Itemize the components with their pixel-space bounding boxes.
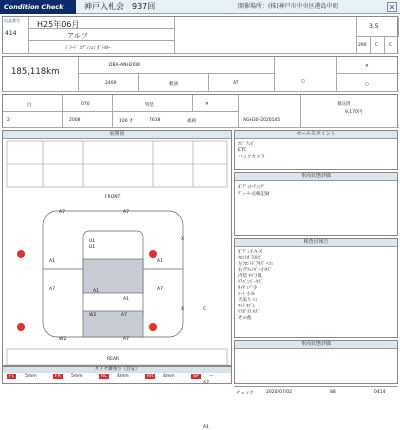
row4-b: 7638: [149, 118, 161, 123]
damage-mark: X: [181, 307, 185, 312]
first-registration: H25年06月: [37, 20, 80, 29]
spec-mark-1: ○: [301, 79, 305, 84]
close-icon[interactable]: ✕: [388, 3, 396, 12]
tire-table: [2, 366, 232, 384]
place: 福岡: [187, 119, 196, 124]
condition-notes-title: 車両状態評価: [235, 173, 397, 181]
condition-note: ﾃﾞｨｰﾗｰ点検記録: [238, 192, 270, 197]
extra-title: 車両状態評価: [235, 341, 397, 349]
inspector-item: 天張り ｼﾐ: [238, 298, 258, 303]
damage-mark: A1: [157, 259, 163, 264]
check-label: チェック: [236, 391, 254, 396]
car-name: アルフ: [67, 32, 88, 40]
inspector-item: ｼｰﾄ 小ｽﾚ: [238, 292, 256, 297]
tire-value: 5mm: [25, 374, 37, 379]
inspector-item: ﾀｲﾔ ﾐｿﾞ少: [238, 286, 258, 291]
tire-table-title: タイヤ溝残り（目安）: [3, 367, 231, 373]
tire-label: SP: [193, 374, 199, 379]
page-number: 0414: [374, 390, 386, 395]
tire-value: 4mm: [117, 374, 129, 379]
damage-mark: A1: [93, 289, 99, 294]
inspector-number: 88: [330, 390, 336, 395]
damage-mark: A7: [59, 210, 65, 215]
damage-mark: C: [203, 307, 207, 312]
footer: [234, 386, 398, 398]
damage-mark: A7: [203, 381, 209, 386]
displacement: 2400: [105, 81, 117, 86]
sub-score-1: 290: [358, 43, 367, 48]
damage-mark: A7: [121, 313, 127, 318]
tire-value: 4mm: [163, 374, 175, 379]
damage-mark: U1: [89, 245, 96, 250]
sub-score-2: C: [375, 43, 379, 48]
condition-check-tab[interactable]: Condition Check: [0, 0, 76, 14]
car-outline: [3, 139, 231, 367]
grade: ｼﾞﾗｰﾄﾞ ｴﾃﾞｨｼｮﾝ ﾎﾟﾄﾙｶｰ: [65, 46, 111, 51]
basic-info-section: 出品番号 414 H25年06月 アルフ ｼﾞﾗｰﾄﾞ ｴﾃﾞｨｼｮﾝ ﾎﾟﾄﾙｶｰ 3.5 290 C C: [2, 16, 398, 54]
mileage: 185,118km: [11, 67, 60, 77]
damage-mark: A1: [49, 259, 55, 264]
specs-section: [2, 56, 398, 92]
inspector-item: 左ﾌﾛﾝﾄﾄﾞｱｷｽﾞ ﾍｺﾐ: [238, 262, 274, 267]
inspector-item: その他: [238, 316, 252, 321]
equipment-mark: ✕: [205, 102, 209, 107]
damage-mark: A7: [157, 287, 163, 292]
recycle-status: 預託済: [337, 102, 351, 107]
inspector-item: ﾘｱﾊﾞﾝﾊﾟｰｷｽﾞ: [238, 280, 263, 285]
front-label: FRONT: [105, 195, 121, 200]
tire-value: 5mm: [71, 374, 83, 379]
tire-label: FR: [55, 374, 61, 379]
door-count: 2: [7, 118, 10, 123]
row4-a: 100 才: [119, 119, 134, 124]
inspector-item: ﾘｱｶﾞﾗｽ ｷｽﾞ: [238, 310, 260, 315]
inspector-report-panel: [234, 238, 398, 338]
inspector-item: ﾌﾛﾝﾄｶﾞﾗｽﾋﾋﾞ: [238, 256, 263, 261]
spec-mark-2: ✕: [365, 64, 369, 69]
damage-mark: W2: [59, 337, 67, 342]
damage-mark: A1: [203, 425, 209, 430]
color-number: 070: [81, 102, 90, 107]
chassis-number: AGH30-2020145: [243, 118, 281, 123]
inspector-list: [235, 247, 397, 323]
damage-mark: A1: [123, 297, 129, 302]
damage-mark: U1: [89, 239, 96, 244]
sales-point: ETC: [238, 148, 247, 153]
body-color: 白: [27, 103, 32, 108]
damage-mark: A7: [49, 287, 55, 292]
tire-label: FL: [9, 374, 15, 379]
color-section: [2, 94, 398, 128]
auction-title: 神戸入札会 937回: [84, 2, 156, 11]
tire-value: —: [209, 374, 214, 379]
sales-points-panel: [234, 130, 398, 170]
check-date: 2020/07/02: [266, 390, 292, 395]
damage-mark: A7: [123, 210, 129, 215]
extra-panel: [234, 340, 398, 384]
spec-mark-3: ○: [365, 82, 369, 87]
venue-info: 開催場所：(株)神戸市中央区港島中町: [238, 3, 339, 10]
model-code: DBA-ANH20W: [109, 63, 141, 68]
tire-label: RL: [101, 374, 107, 379]
recycle-price: 9,170円: [345, 110, 363, 115]
inspector-item: ﾏｯﾄ ﾖｺﾞﾚ: [238, 304, 256, 309]
equipment: 特装: [145, 103, 154, 108]
sales-points-title: セールスポイント: [235, 131, 397, 139]
inspector-item: 右ﾘｱﾌｪﾝﾀﾞｰ小ｷｽﾞ: [238, 268, 272, 273]
diagram-title: 展開図: [3, 131, 231, 139]
fuel: 軽油: [169, 82, 178, 87]
lot-number: 414: [5, 30, 17, 37]
inspector-report-title: 検査員報告: [235, 239, 397, 247]
damage-mark: X: [181, 237, 185, 242]
sub-score-3: C: [389, 43, 393, 48]
tire-label: RR: [147, 374, 154, 379]
inspector-item: 内装 ﾀﾊﾞｺ臭: [238, 274, 262, 279]
transmission: AT: [233, 81, 239, 86]
score: 3.5: [369, 23, 379, 30]
sales-point: バックカメラ: [238, 155, 265, 160]
sales-point: ﾅﾋﾞ ﾃﾚﾋﾞ: [238, 142, 256, 147]
model-year: 2008: [69, 118, 81, 123]
damage-mark: W2: [89, 313, 97, 318]
condition-notes-panel: [234, 172, 398, 236]
condition-note: ﾎﾞﾃﾞｨｺｰﾃｨﾝｸﾞ: [238, 185, 265, 190]
rear-label: REAR: [107, 357, 120, 362]
damage-mark: A7: [123, 337, 129, 342]
inspector-item: ﾎﾞﾃﾞｨ小キズ: [238, 250, 263, 255]
